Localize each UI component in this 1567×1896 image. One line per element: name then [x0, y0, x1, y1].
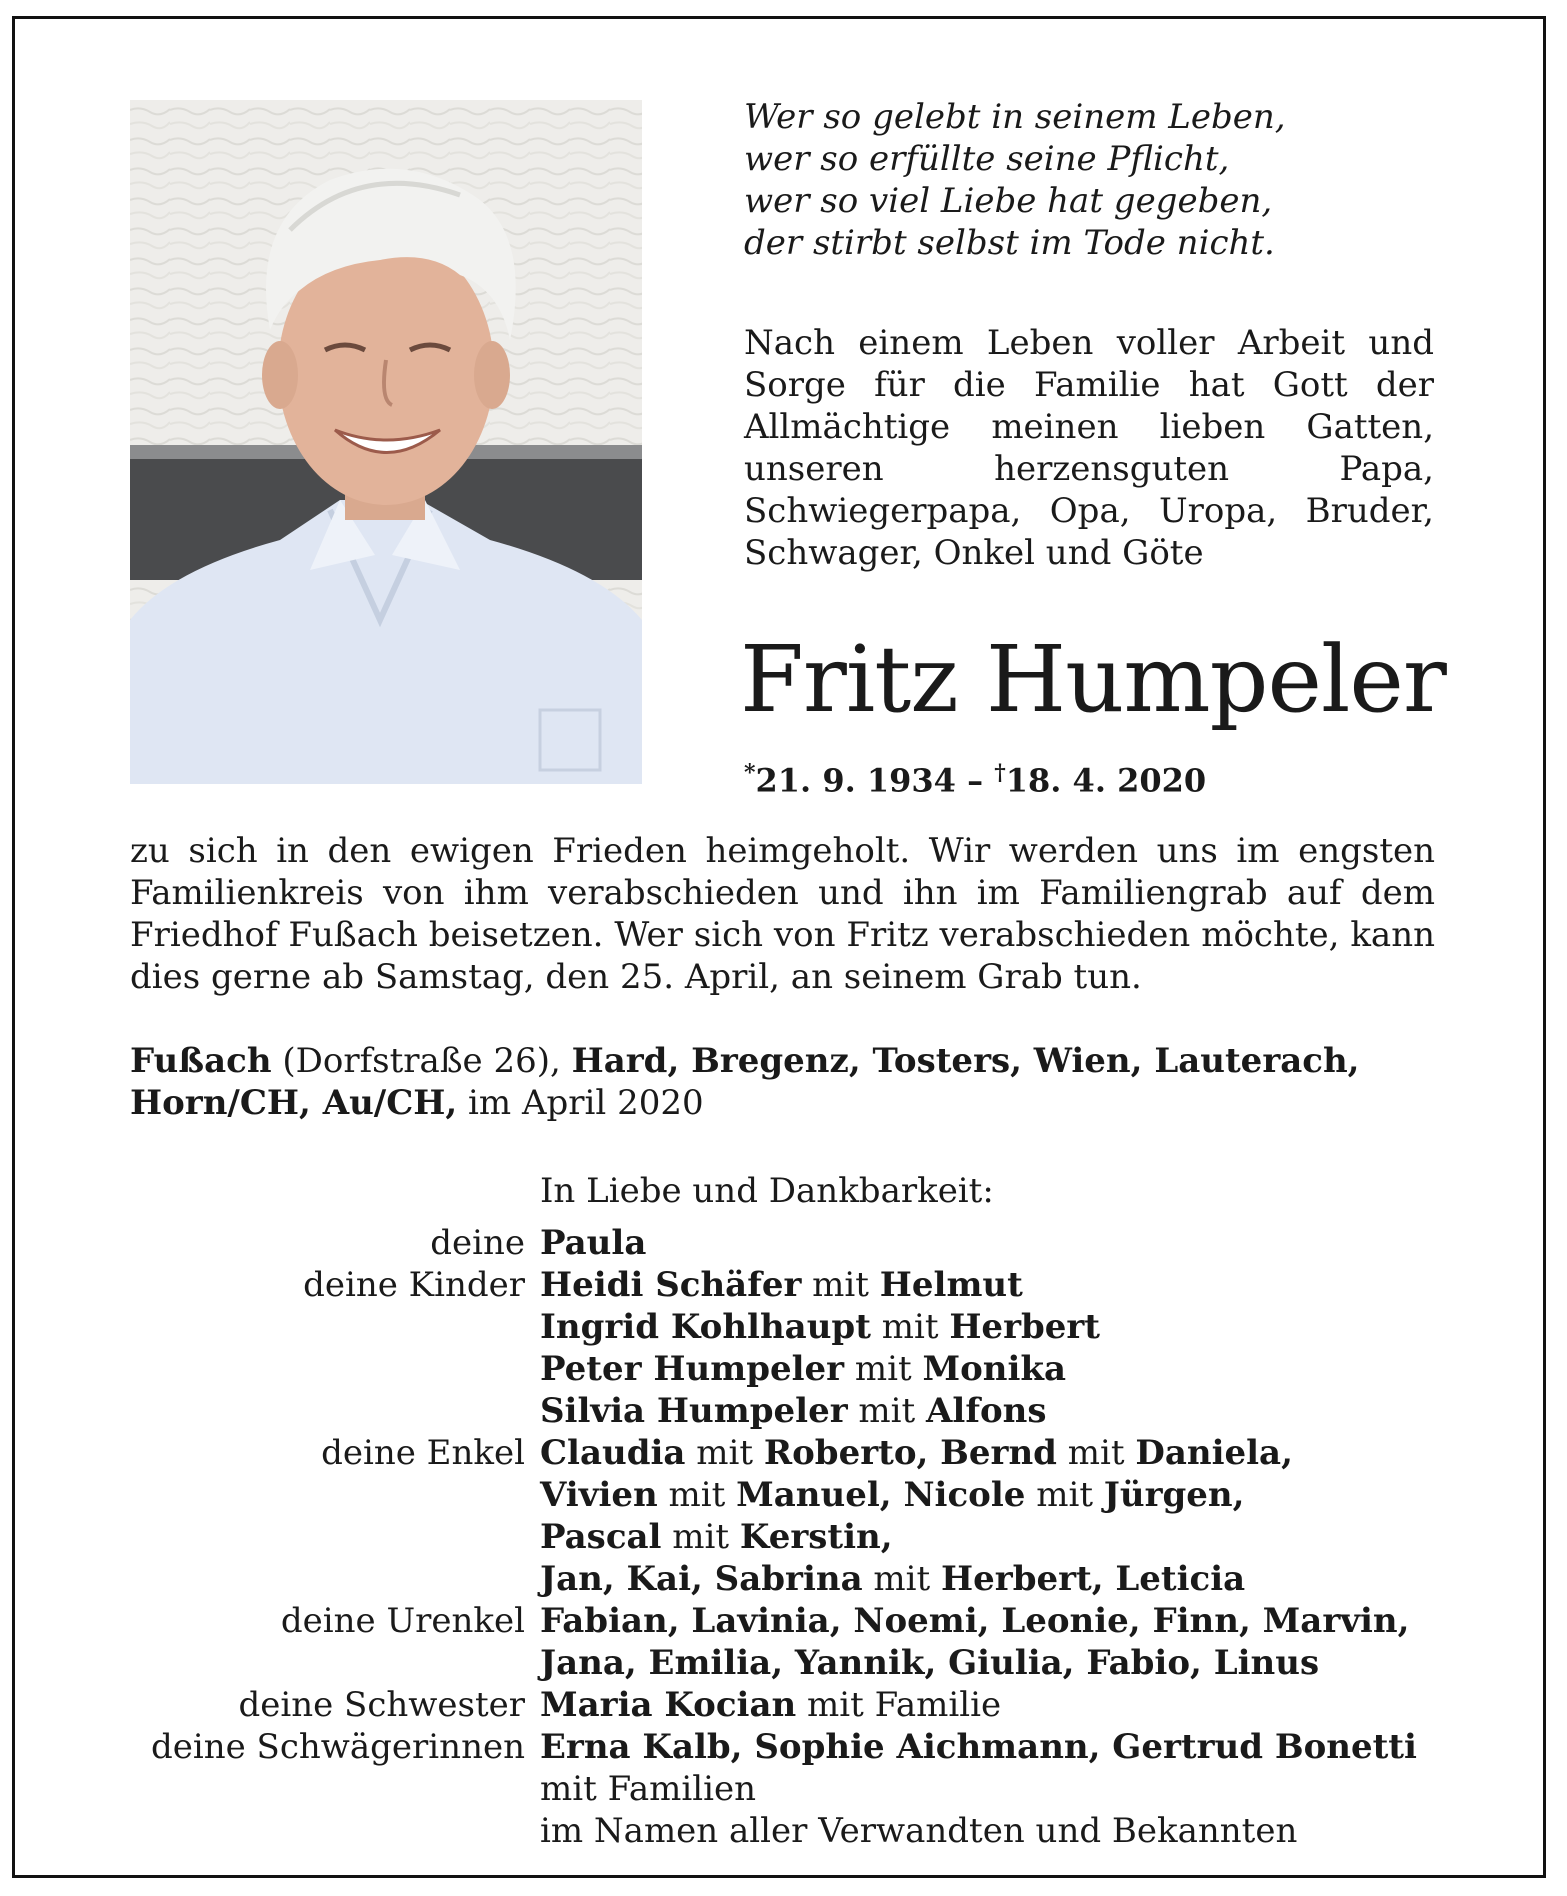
- mourner-name: Jan, Kai, Sabrina: [540, 1559, 863, 1599]
- mourner-names: [540, 1768, 1460, 1810]
- death-date: 18. 4. 2020: [1005, 761, 1207, 800]
- mourner-row: [100, 1516, 1460, 1558]
- mourner-name: Daniela,: [1135, 1433, 1293, 1473]
- mourner-relation: [100, 1642, 540, 1684]
- poem-line: der stirbt selbst im Tode nicht.: [744, 223, 1275, 263]
- mourner-row: [100, 1558, 1460, 1600]
- mourner-relation: deine Enkel: [321, 1433, 525, 1473]
- mourner-names: [540, 1474, 1460, 1516]
- birth-mark: *: [744, 760, 756, 786]
- birth-date: 21. 9. 1934: [755, 761, 956, 800]
- mourner-name: Paula: [540, 1223, 647, 1263]
- mourner-row: [100, 1348, 1460, 1390]
- mourner-name: Monika: [922, 1349, 1067, 1389]
- mourner-connector: mit Familie: [796, 1685, 1002, 1725]
- place-address: (Dorfstraße 26),: [271, 1041, 572, 1081]
- mourner-name: Jürgen,: [1103, 1475, 1245, 1515]
- mourner-relation: [100, 1348, 540, 1390]
- mourner-row: [100, 1474, 1460, 1516]
- mourner-name: Manuel, Nicole: [736, 1475, 1026, 1515]
- mourner-name: Fabian, Lavinia, Noemi, Leonie, Finn, Marvin,: [540, 1601, 1410, 1641]
- portrait-illustration: [130, 100, 642, 784]
- mourner-relation: deine Urenkel: [280, 1601, 525, 1641]
- mourner-relation: [100, 1810, 540, 1852]
- mourner-names: [540, 1810, 1460, 1852]
- mourner-relation: [100, 1768, 540, 1810]
- mourner-names: [540, 1306, 1460, 1348]
- mourner-names: [540, 1432, 1460, 1474]
- date-separator: –: [955, 761, 995, 800]
- mourner-connector: mit: [661, 1517, 740, 1557]
- mourner-connector: im Namen aller Verwandten und Bekannten: [540, 1811, 1298, 1851]
- mourner-name: Herbert: [949, 1307, 1101, 1347]
- mourner-relation: deine: [430, 1223, 525, 1263]
- mourner-name: Herbert, Leticia: [941, 1559, 1246, 1599]
- mourner-names: [540, 1516, 1460, 1558]
- deceased-name: Fritz Humpeler: [740, 626, 1446, 733]
- mourner-names: [540, 1222, 1460, 1264]
- place-main: Fußach: [130, 1041, 272, 1081]
- mourner-row: [100, 1810, 1460, 1852]
- mourner-row: [100, 1642, 1460, 1684]
- mourner-names: [540, 1642, 1460, 1684]
- mourners-list: [100, 1222, 1460, 1852]
- mourner-connector: mit: [844, 1349, 923, 1389]
- mourner-name: Erna Kalb, Sophie Aichmann, Gertrud Bonetti: [540, 1727, 1417, 1767]
- mourner-connector: mit: [1056, 1433, 1136, 1473]
- poem-line: Wer so gelebt in seinem Leben,: [744, 97, 1286, 137]
- mourner-name: Kerstin,: [739, 1517, 893, 1557]
- mourner-connector: mit: [801, 1265, 880, 1305]
- mourner-name: Helmut: [879, 1265, 1023, 1305]
- mourner-row: [100, 1600, 1460, 1642]
- mourner-name: Peter Humpeler: [540, 1349, 845, 1389]
- thanks-heading: In Liebe und Dankbarkeit:: [540, 1171, 994, 1211]
- mourner-row: [100, 1726, 1460, 1768]
- mourner-names: [540, 1726, 1460, 1768]
- mourner-relation: deine Kinder: [303, 1265, 525, 1305]
- mourner-names: [540, 1684, 1460, 1726]
- mourner-name: Jana, Emilia, Yannik, Giulia, Fabio, Linus: [540, 1643, 1320, 1683]
- mourner-relation: [100, 1474, 540, 1516]
- notice-date: im April 2020: [457, 1083, 704, 1123]
- mourner-name: Ingrid Kohlhaupt: [540, 1307, 871, 1347]
- mourner-row: [100, 1390, 1460, 1432]
- mourner-names: [540, 1600, 1460, 1642]
- mourner-relation: deine Schwägerinnen: [150, 1727, 525, 1767]
- mourner-row: [100, 1222, 1460, 1264]
- intro-paragraph: Nach einem Leben voller Arbeit und Sorge für die Familie hat Gott der Allmächtige meinen lieben Gatten, unseren herzensguten Papa, Schwiegerpapa, Opa, Uropa, Bruder, Schwager, Onkel und Göte: [744, 323, 1434, 573]
- mourner-names: [540, 1558, 1460, 1600]
- portrait-photo: [130, 100, 642, 784]
- mourner-connector: mit: [685, 1433, 764, 1473]
- mourner-connector: mit Familien: [540, 1769, 757, 1809]
- death-mark: †: [994, 760, 1006, 786]
- mourner-name: Claudia: [540, 1433, 686, 1473]
- mourner-name: Heidi Schäfer: [540, 1265, 802, 1305]
- mourner-connector: mit: [847, 1391, 927, 1431]
- mourner-row: [100, 1264, 1460, 1306]
- mourner-names: [540, 1348, 1460, 1390]
- mourner-relation: [100, 1558, 540, 1600]
- mourner-relation: [100, 1390, 540, 1432]
- mourner-row: [100, 1768, 1460, 1810]
- poem-line: wer so erfüllte seine Pflicht,: [744, 139, 1230, 179]
- mourner-connector: mit: [870, 1307, 950, 1347]
- mourner-name: Vivien: [540, 1475, 658, 1515]
- poem-line: wer so viel Liebe hat gegeben,: [744, 181, 1273, 221]
- mourner-row: [100, 1684, 1460, 1726]
- mourner-relation: deine Schwester: [238, 1685, 525, 1725]
- mourner-names: [540, 1264, 1460, 1306]
- mourner-name: Maria Kocian: [540, 1685, 797, 1725]
- mourner-names: [540, 1390, 1460, 1432]
- mourner-connector: mit: [1025, 1475, 1104, 1515]
- mourner-name: Silvia Humpeler: [540, 1391, 848, 1431]
- mourner-connector: mit: [657, 1475, 737, 1515]
- mourner-row: [100, 1432, 1460, 1474]
- funeral-details: zu sich in den ewigen Frieden heimgeholt. Wir werden uns im engsten Familienkreis von ihm verabschieden und ihn im Familiengrab auf dem Friedhof Fußach beisetzen. Wer sich von Fritz verabschieden möchte, kann dies gerne ab Samstag, den 25. April, an seinem Grab tun.: [130, 831, 1435, 997]
- mourner-relation: [100, 1306, 540, 1348]
- places-line: [130, 1040, 1460, 1124]
- mourner-name: Roberto, Bernd: [763, 1433, 1057, 1473]
- mourner-name: Pascal: [540, 1517, 662, 1557]
- mourner-name: Alfons: [926, 1391, 1047, 1431]
- memorial-poem: [744, 96, 1444, 264]
- life-dates: [744, 752, 1206, 802]
- mourner-relation: [100, 1516, 540, 1558]
- mourner-row: [100, 1306, 1460, 1348]
- place-others: Hard, Bregenz, Tosters, Wien, Lauterach, Horn/CH, Au/CH,: [130, 1041, 1360, 1123]
- mourner-connector: mit: [862, 1559, 942, 1599]
